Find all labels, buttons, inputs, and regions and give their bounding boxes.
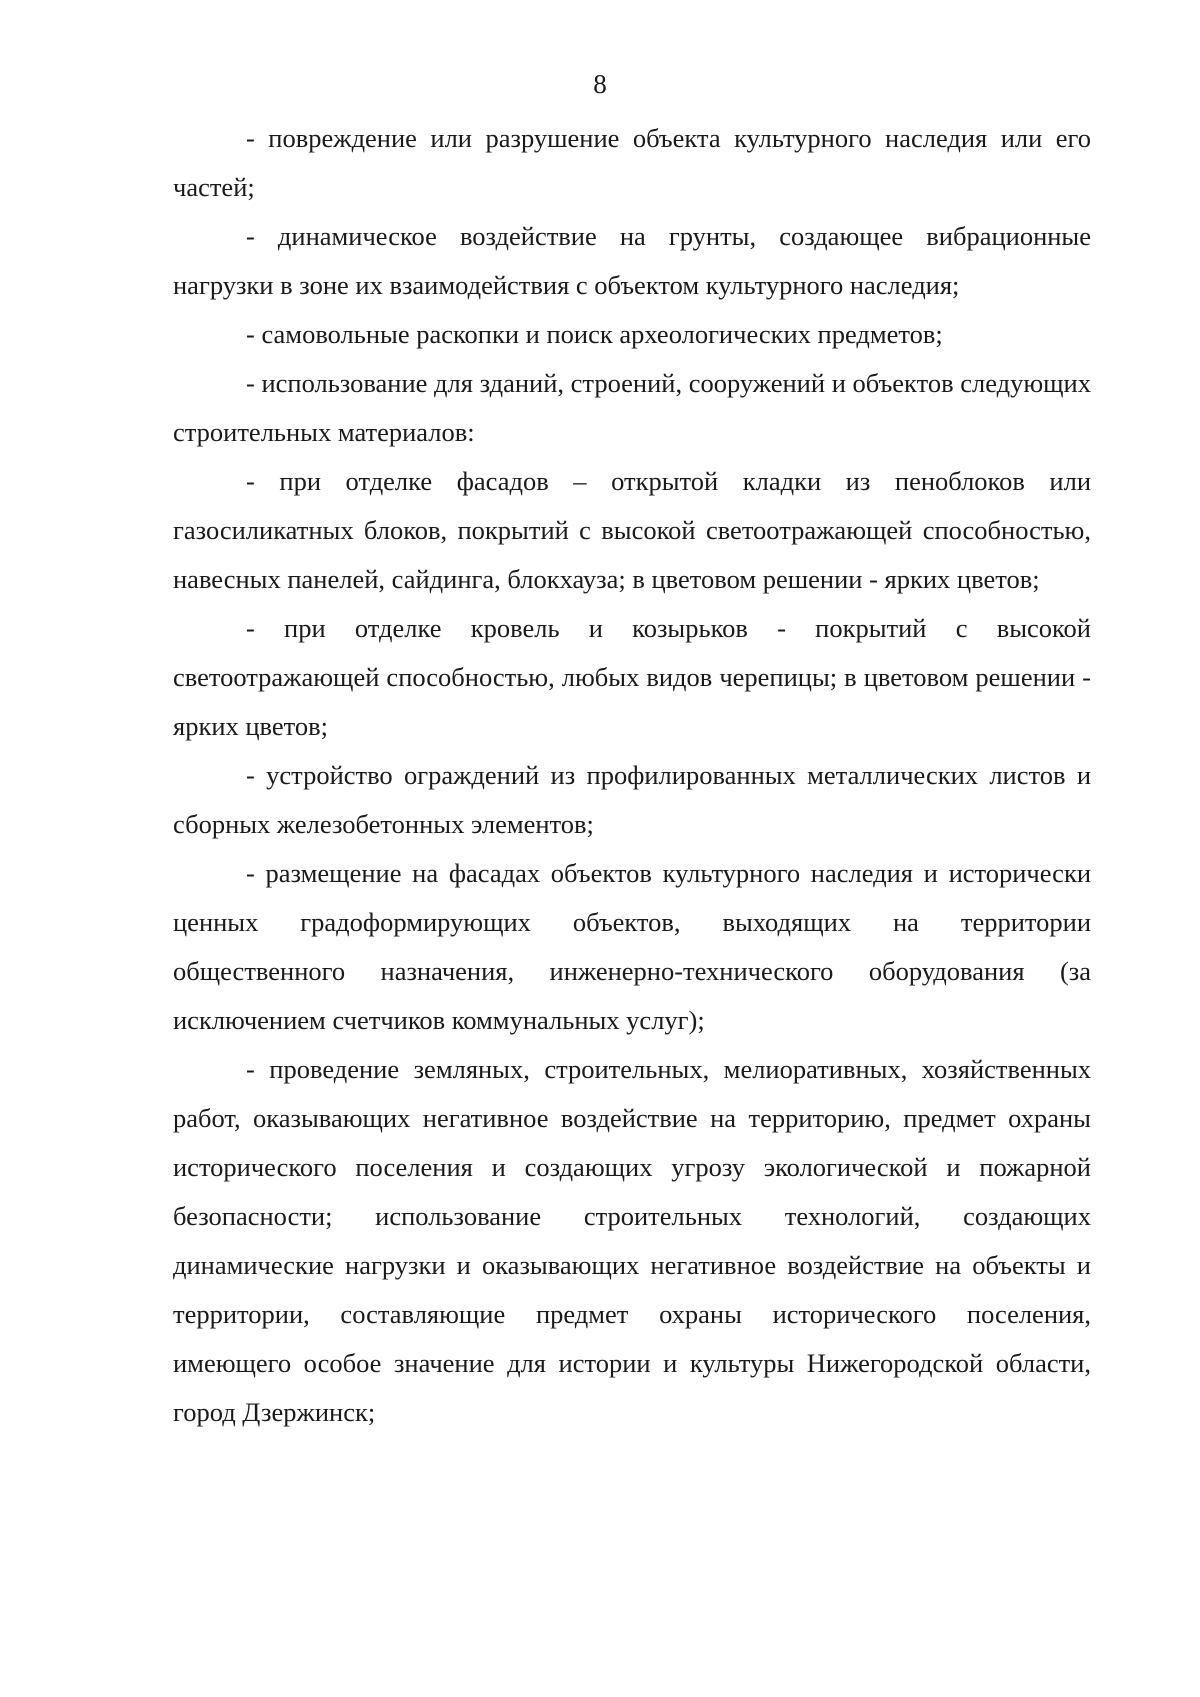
paragraph-unauthorized-excavations: - самовольные раскопки и поиск археологических предметов; bbox=[246, 319, 943, 349]
paragraph-fences: - устройство ограждений из профилированных металлических листов и сборных железобетонных элементов; bbox=[173, 760, 1091, 839]
paragraph-dynamic-impact: - динамическое воздействие на грунты, создающее вибрационные нагрузки в зоне их взаимодействия с объектом культурного наследия; bbox=[173, 221, 1091, 300]
paragraph-materials-usage: - использование для зданий, строений, сооружений и объектов следующих строительных материалов: bbox=[173, 368, 1091, 447]
document-body bbox=[173, 114, 1091, 1437]
paragraph-damage-or-destruction: - повреждение или разрушение объекта культурного наследия или его частей; bbox=[173, 123, 1091, 202]
paragraph-facade-finishing: - при отделке фасадов – открытой кладки из пеноблоков или газосиликатных блоков, покрытий с высокой светоотражающей способностью, навесных панелей, сайдинга, блокхауза; в цветовом решении - ярких цветов; bbox=[173, 466, 1091, 594]
paragraph-earthworks: - проведение земляных, строительных, мелиоративных, хозяйственных работ, оказывающих негативное воздействие на территорию, предмет охраны исторического поселения и создающих угрозу экологической и пожарной безопасности; использование строительных технологий, создающих динамические нагрузки и оказывающих негативное воздействие на объекты и территории, составляющие предмет охраны исторического поселения, имеющего особое значение для истории и культуры Нижегородской области, город Дзержинск; bbox=[173, 1054, 1091, 1427]
page-number: 8 bbox=[593, 69, 607, 99]
paragraph-roof-finishing: - при отделке кровель и козырьков - покрытий с высокой светоотражающей способностью, любых видов черепицы; в цветовом решении - ярких цветов; bbox=[173, 613, 1091, 741]
paragraph-facade-equipment: - размещение на фасадах объектов культурного наследия и исторически ценных градоформирующих объектов, выходящих на территории общественного назначения, инженерно-технического оборудования (за исключением счетчиков коммунальных услуг); bbox=[173, 858, 1091, 1035]
